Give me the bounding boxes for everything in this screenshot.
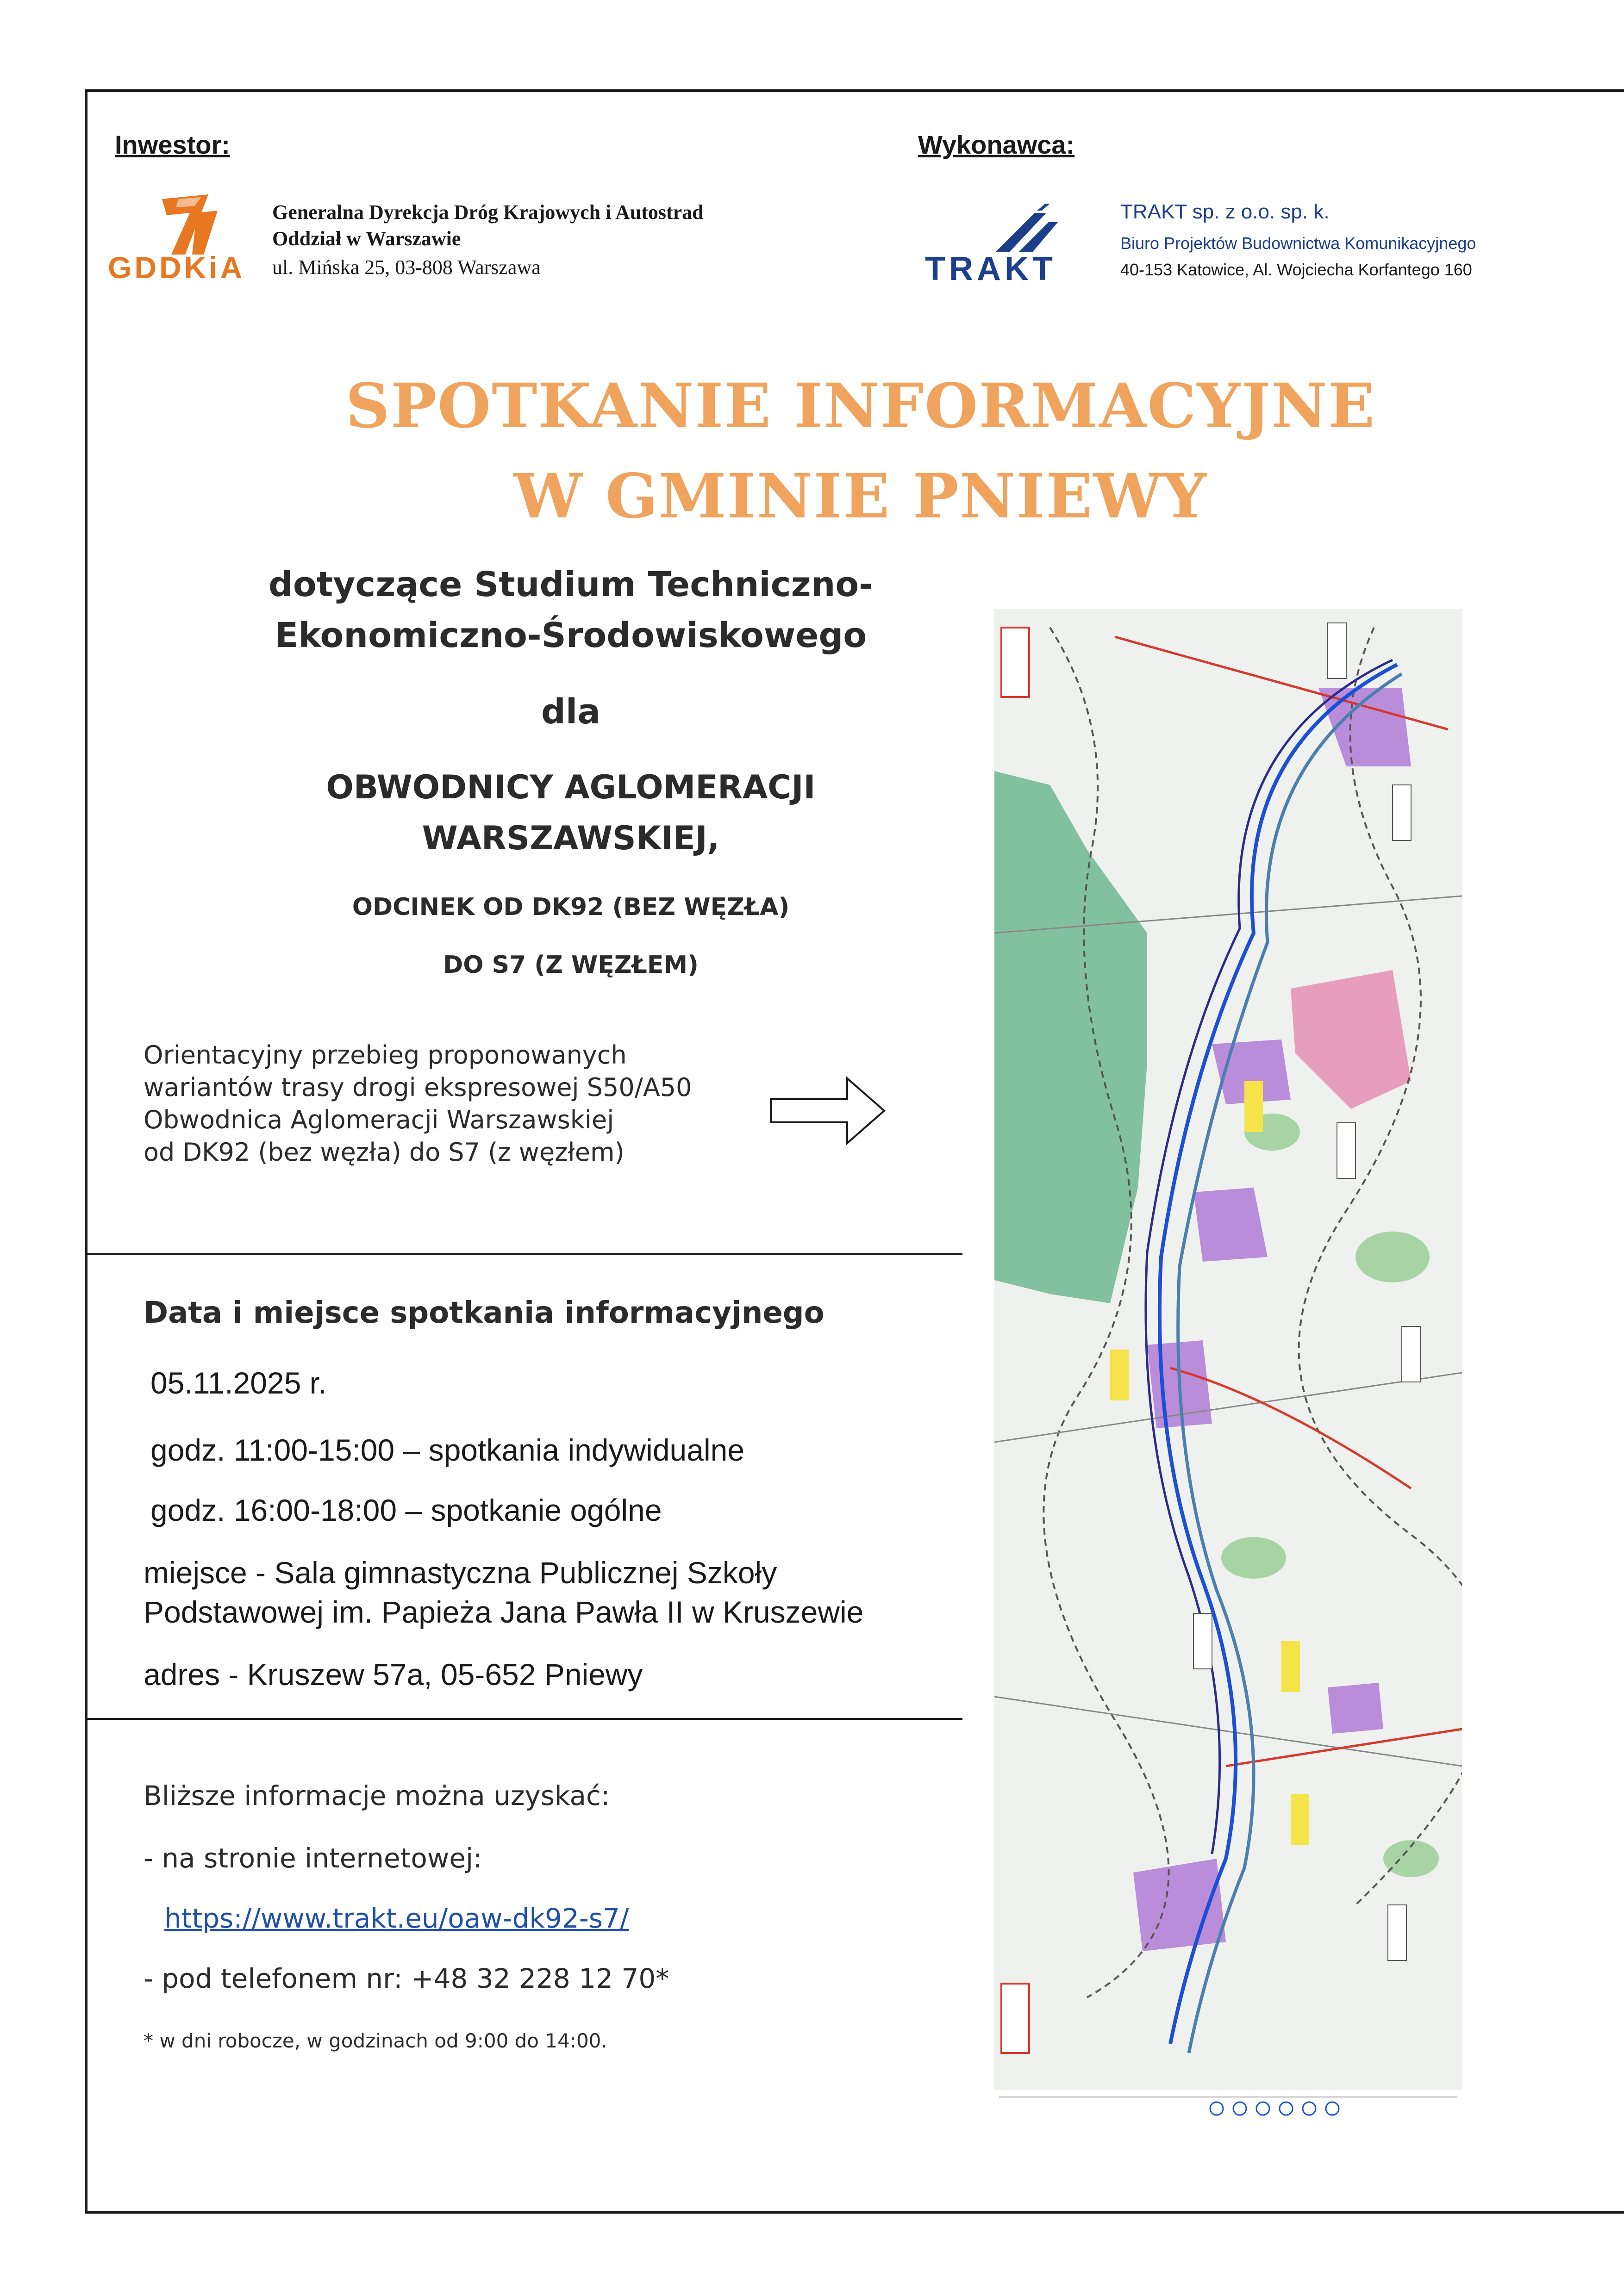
subject-line7: DO S7 (Z WĘZŁEM): [443, 951, 699, 979]
subject-line5: WARSZAWSKIEJ,: [422, 819, 720, 857]
description-line3: Obwodnica Aglomeracji Warszawskiej: [144, 1105, 614, 1134]
info-web-label: - na stronie internetowej:: [144, 1842, 482, 1874]
subject-line1: dotyczące Studium Techniczno-: [269, 565, 873, 604]
subject-line2: Ekonomiczno-Środowiskowego: [275, 616, 867, 655]
contractor-name: TRAKT sp. z o.o. sp. k.: [1120, 200, 1330, 223]
meeting-slot-individual: godz. 11:00-15:00 – spotkania indywidualne: [150, 1433, 745, 1467]
divider-top: [87, 1253, 962, 1255]
meeting-place-line1: miejsce - Sala gimnastyczna Publicznej Szkoły: [144, 1556, 777, 1590]
trakt-logo-icon: [991, 204, 1060, 255]
meeting-heading: Data i miejsce spotkania informacyjnego: [144, 1296, 824, 1330]
info-intro: Bliższe informacje można uzyskać:: [144, 1780, 610, 1811]
meeting-slot-general: godz. 16:00-18:00 – spotkanie ogólne: [150, 1493, 662, 1527]
subject-line4: OBWODNICY AGLOMERACJI: [326, 768, 816, 806]
info-website-link[interactable]: https://www.trakt.eu/oaw-dk92-s7/: [164, 1903, 629, 1934]
info-phone: - pod telefonem nr: +48 32 228 12 70*: [144, 1963, 669, 1994]
description-line1: Orientacyjny przebieg proponowanych: [144, 1040, 627, 1070]
gddkia-logo-icon: [153, 185, 227, 259]
contractor-address: 40-153 Katowice, Al. Wojciecha Korfantego 160: [1120, 260, 1472, 279]
meeting-place-line2: Podstawowej im. Papieża Jana Pawła II w Kruszewie: [144, 1595, 864, 1629]
description-line4: od DK92 (bez węzła) do S7 (z węzłem): [144, 1138, 625, 1167]
divider-bottom: [87, 1718, 962, 1720]
investor-name-line2: Oddział w Warszawie: [272, 227, 461, 250]
investor-name-line1: Generalna Dyrekcja Dróg Krajowych i Autostrad: [272, 201, 704, 224]
investor-address: ul. Mińska 25, 03-808 Warszawa: [272, 256, 541, 279]
meeting-date: 05.11.2025 r.: [150, 1366, 327, 1400]
investor-heading: Inwestor:: [115, 130, 230, 159]
meeting-address: adres - Kruszew 57a, 05-652 Pniewy: [144, 1657, 643, 1692]
trakt-logo-text: TRAKT: [925, 250, 1056, 287]
page-title-line2: W GMINIE PNIEWY: [513, 460, 1208, 532]
subject-line6: ODCINEK OD DK92 (BEZ WĘZŁA): [352, 893, 790, 921]
subject-line3: dla: [541, 692, 601, 732]
contractor-heading: Wykonawca:: [918, 130, 1075, 159]
contractor-subtitle: Biuro Projektów Budownictwa Komunikacyjnego: [1120, 234, 1476, 253]
arrow-right-icon: [768, 1074, 889, 1148]
info-footnote: * w dni robocze, w godzinach od 9:00 do 14:00.: [144, 2029, 607, 2052]
route-map: [994, 609, 1462, 2127]
page-title-line1: SPOTKANIE INFORMACYJNE: [345, 370, 1376, 442]
gddkia-logo-text: GDDKiA: [108, 250, 245, 285]
description-line2: wariantów trasy drogi ekspresowej S50/A50: [144, 1073, 692, 1102]
